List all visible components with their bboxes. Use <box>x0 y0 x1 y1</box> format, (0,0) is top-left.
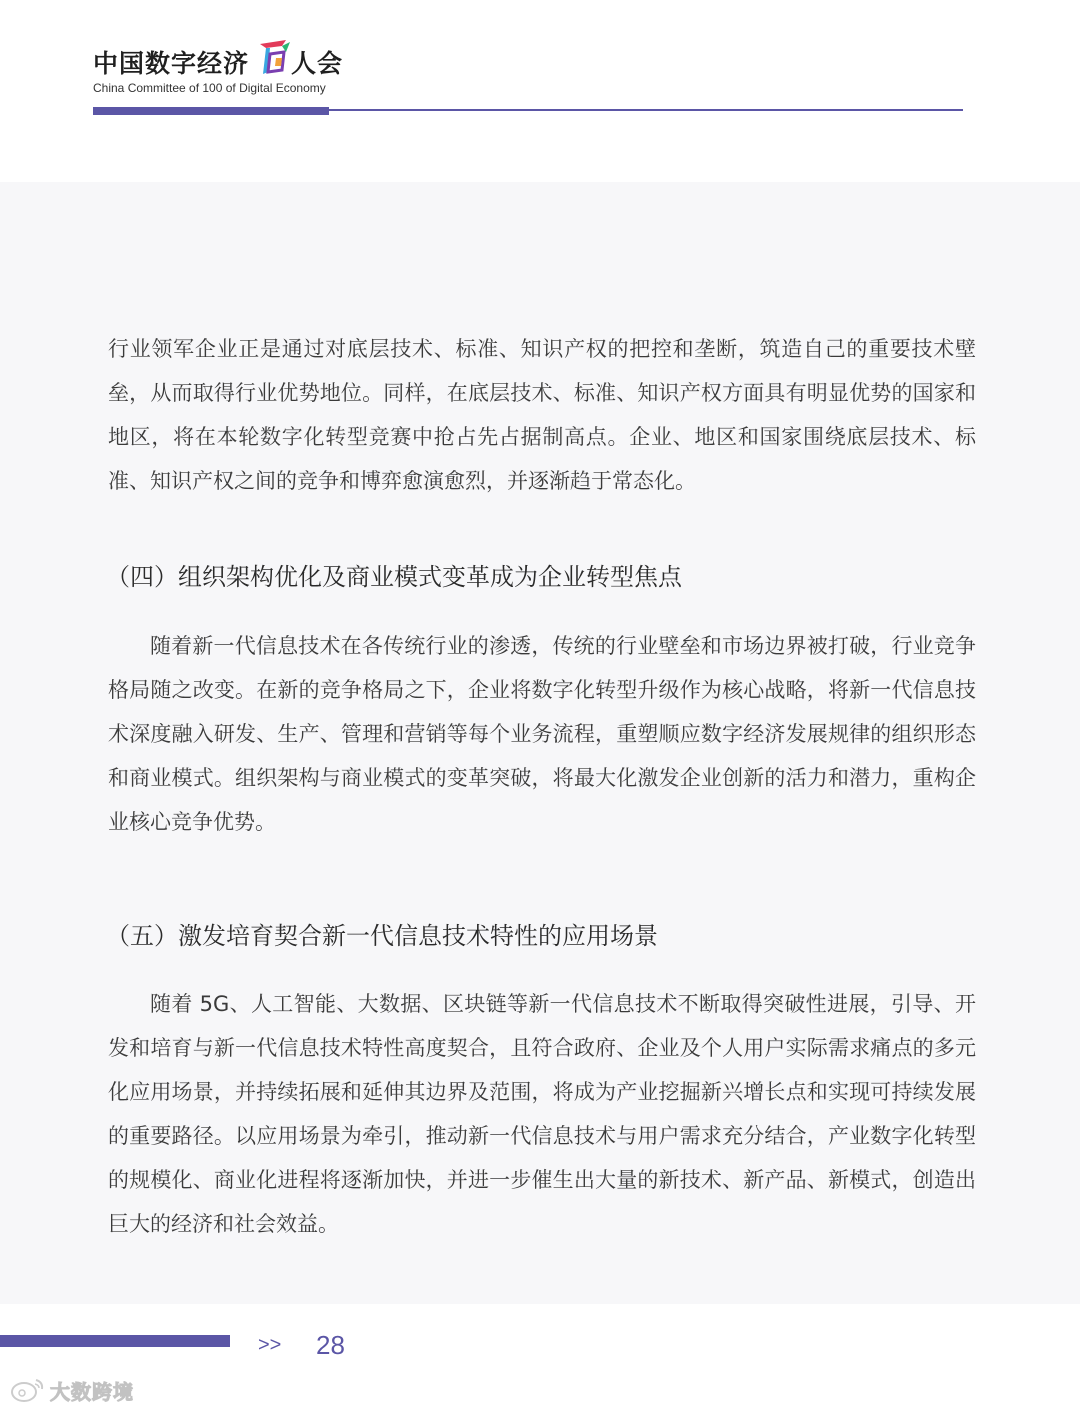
hundred-logo-icon <box>256 36 294 78</box>
footer-accent-bar <box>0 1335 230 1347</box>
logo-subtitle: China Committee of 100 of Digital Economy <box>93 81 326 95</box>
weibo-logo-icon <box>8 1374 48 1404</box>
intro-paragraph: 行业领军企业正是通过对底层技术、标准、知识产权的把控和垄断，筑造自己的重要技术壁垒，从而取得行业优势地位。同样，在底层技术、标准、知识产权方面具有明显优势的国家和地区，将在本轮数字化转型竞赛中抢占先占据制高点。企业、地区和国家围绕底层技术、标准、知识产权之间的竞争和博弈愈演愈烈，并逐渐趋于常态化。 <box>108 337 976 493</box>
section-5-heading: （五）激发培育契合新一代信息技术特性的应用场景 <box>106 922 658 950</box>
page-number: 28 <box>316 1330 345 1360</box>
logo-title-head: 中国数字经济 <box>93 49 250 78</box>
section-5-paragraph: 随着 5G、人工智能、大数据、区块链等新一代信息技术不断取得突破性进展，引导、开发和培育与新一代信息技术特性高度契合，且符合政府、企业及个人用户实际需求痛点的多元化应用场景，并持续拓展和延伸其边界及范围，将成为产业挖掘新兴增长点和实现可持续发展的重要路径。以应用场景为牵引，推动新一代信息技术与用户需求充分结合，产业数字化转型的规模化、商业化进程将逐渐加快，并进一步催生出大量的新技术、新产品、新模式，创造出巨大的经济和社会效益。 <box>108 992 976 1236</box>
organization-logo <box>93 36 353 100</box>
page-footer <box>0 1304 1080 1410</box>
watermark <box>8 1374 158 1404</box>
watermark-text: 大数跨境 <box>50 1380 134 1404</box>
logo-title-tail: 人会 <box>291 49 344 78</box>
header-divider-accent <box>93 107 329 115</box>
content-panel <box>0 182 1080 1304</box>
page-header <box>0 0 1080 182</box>
footer-arrows: >> <box>258 1334 282 1356</box>
section-4-heading: （四）组织架构优化及商业模式变革成为企业转型焦点 <box>106 563 682 591</box>
section-4-paragraph: 随着新一代信息技术在各传统行业的渗透，传统的行业壁垒和市场边界被打破，行业竞争格局随之改变。在新的竞争格局之下，企业将数字化转型升级作为核心战略，将新一代信息技术深度融入研发、生产、管理和营销等每个业务流程，重塑顺应数字经济发展规律的组织形态和商业模式。组织架构与商业模式的变革突破，将最大化激发企业创新的活力和潜力，重构企业核心竞争优势。 <box>108 634 976 834</box>
